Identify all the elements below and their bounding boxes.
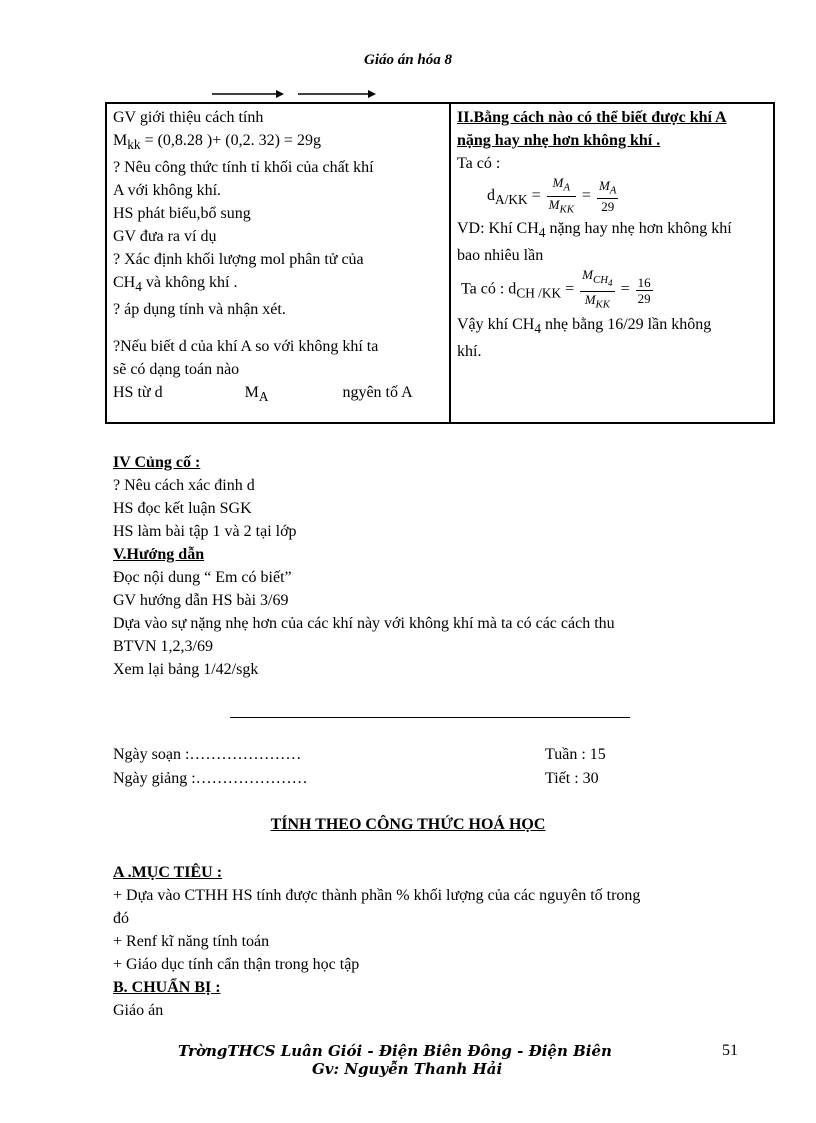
lesson-table [105,102,775,424]
text-line: ? Xác định khối lượng mol phân tử của [113,251,364,269]
text-line: ? áp dụng tính và nhận xét. [113,301,286,319]
section-heading: II.Bằng cách nào có thể biết được khí A [457,109,727,126]
section-heading: V.Hướng dẫn [113,546,205,563]
text-line: bao nhiêu lần [457,247,544,265]
teach-date: Ngày giảng :………………… [113,770,308,787]
lesson-title: TÍNH THEO CÔNG THỨC HOÁ HỌC [270,816,546,833]
text-line: + Giáo dục tính cẩn thận trong học tập [113,956,360,973]
text-line: + Renf kĩ năng tính toán [113,933,270,950]
text-line: ?Nếu biết d của khí A so với không khí ta [113,338,379,356]
period-number: Tiết : 30 [545,770,599,787]
page-number: 51 [722,1042,738,1059]
text-line: đó [113,910,129,927]
page-header: Giáo án hóa 8 [364,52,452,68]
section-heading: A .MỤC TIÊU : [113,864,223,881]
content-cell [450,103,774,423]
formula: $d_{A/KK}$ = $\frac{M_A}{M_{KK}}$ = $\frac{M_A}{29}$ [487,175,617,216]
section-heading: B. CHUẨN BỊ : [113,979,221,996]
text-line: $M_{kk} = (0,8.28$ )+ (0,2. 32) = 29g [113,132,321,153]
week-number: Tuần : 15 [545,746,606,763]
text-line: Xem lại bảng 1/42/sgk [113,661,259,678]
text-line: $CH_4$ và không khí . [113,274,238,295]
text-line: Ta có : [457,155,501,172]
text-line: Đọc nội dung “ Em có biết” [113,569,292,586]
text-line: HS làm bài tập 1 và 2 tại lớp [113,523,297,540]
divider [230,717,630,718]
footer-teacher: Gv: Nguyễn Thanh Hải [312,1060,503,1078]
text-line: sẽ có dạng toán nào [113,361,240,379]
text-line: GV giới thiệu cách tính [113,109,264,126]
text-line: VD: Khí $CH_4$ nặng hay nhẹ hơn không khí [457,220,732,241]
section-heading: nặng hay nhẹ hơn không khí . [457,132,661,149]
objectives-section [113,861,640,1022]
text-line: BTVN 1,2,3/69 [113,638,213,655]
arrow-icon [212,88,284,100]
text-line: Giáo án [113,1002,164,1019]
text-line: HS từ d $M_A$ ngyên tố A [113,384,413,405]
text-line: ? Nêu cách xác đinh d [113,477,255,494]
text-line: HS phát biểu,bổ sung [113,205,251,223]
text-line: ? Nêu công thức tính tỉ khối của chất khí [113,159,374,177]
arrow-icon [298,88,376,100]
footer-school: TrờngTHCS Luân Giói - Điện Biên Đông - Điện Biên [178,1042,612,1060]
text-line: Dựa vào sự nặng nhẹ hơn của các khí này với không khí mà ta có các cách thu [113,615,615,632]
text-line: HS đọc kết luận SGK [113,500,252,517]
formula: Ta có : $d_{CH /KK}$ = $\frac{M_{CH_4}}{M_{KK}}$ = $\frac{16}{29}$ [461,267,651,311]
consolidation-section [113,451,615,681]
text-line: khí. [457,342,482,360]
section-heading: IV Củng cố : [113,454,201,471]
text-line: Vậy khí $CH_4$ nhẹ bằng 16/29 lần không [457,315,712,336]
text-line: A với không khí. [113,182,222,200]
prep-date: Ngày soạn :………………… [113,746,302,763]
text-line: + Dựa vào CTHH HS tính được thành phần % khối lượng của các nguyên tố trong [113,887,641,904]
text-line: GV đưa ra ví dụ [113,228,217,246]
text-line: GV hướng dẫn HS bài 3/69 [113,592,289,609]
teacher-activity-cell [106,103,450,423]
